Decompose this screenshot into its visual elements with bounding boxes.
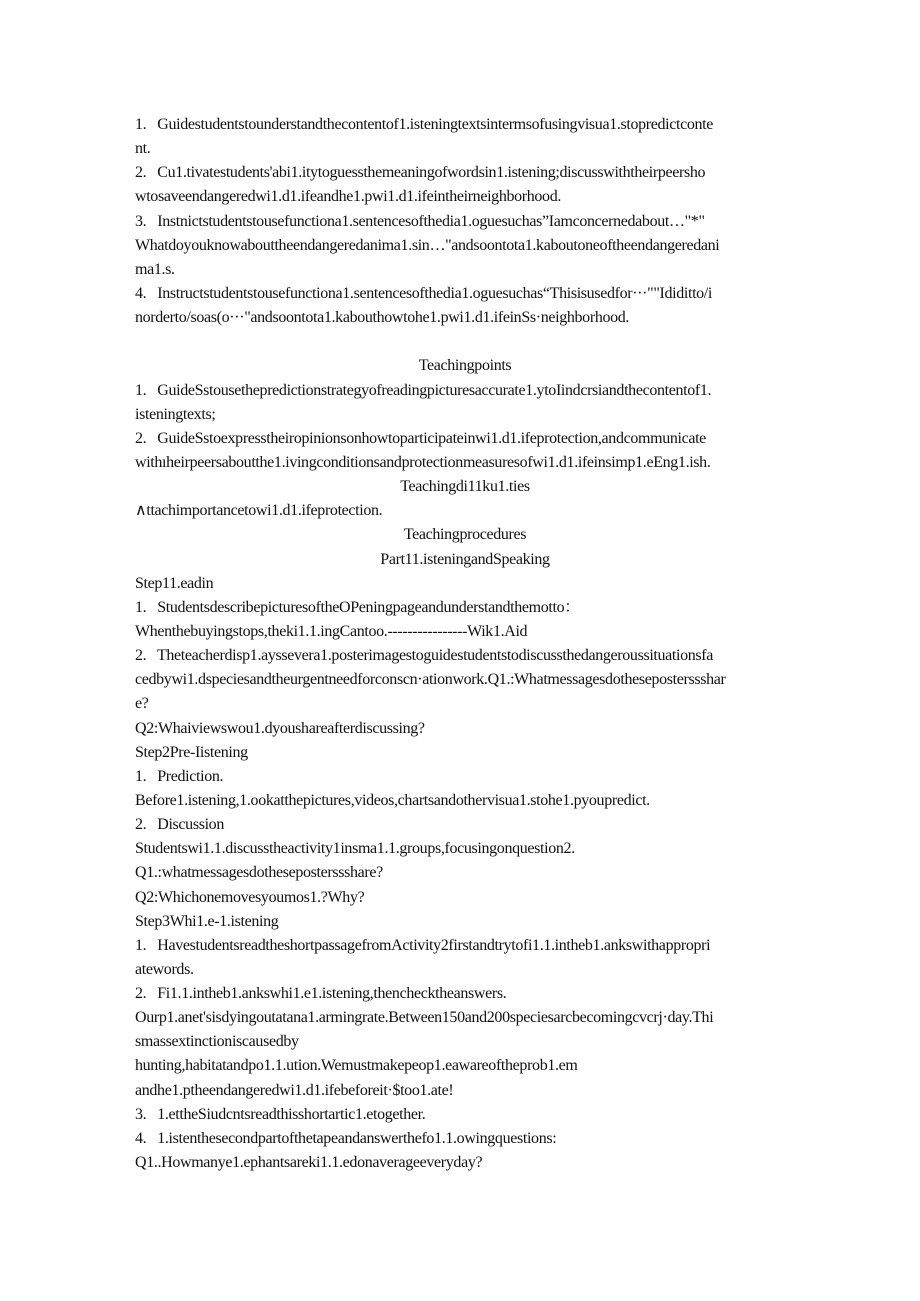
text-line: 1. HavestudentsreadtheshortpassagefromActivity2firstandtrytofi1.1.intheb1.ankswithappropri (135, 936, 711, 954)
text-line: 1. Prediction. (135, 767, 224, 785)
text-line: Whatdoyouknowabouttheendangeredanima1.sin…"andsoontota1.kaboutoneoftheendangeredani (135, 236, 720, 254)
text-line: 2. GuideSstoexpresstheiropinionsonhowtoparticipateinwi1.d1.ifeprotection,andcommunicate (135, 429, 706, 447)
text-line: 2. Discussion (135, 816, 224, 834)
text-line: cedbywi1.dspeciesandtheurgentneedforconscn·ationwork.Q1.:Whatmessagesdotheseposterssshar (135, 671, 726, 689)
text-line: withıheirpeersaboutthe1.ivingconditionsandprotectionmeasuresofwi1.d1.ifeinsimp1.eEng1.ish. (135, 453, 711, 471)
teaching-difficulties-list (135, 499, 795, 523)
text-line: 1. GuideSstousethepredictionstrategyofreadingpicturesaccurate1.ytoIindcrsiandthecontentof1. (135, 381, 712, 399)
teaching-points-heading: Teachingpoints (418, 357, 512, 375)
text-line: Whenthebuyingstops,theki1.1.ingCantoo.----------------Wik1.Aid (135, 622, 528, 640)
text-line: wtosaveendangeredwi1.d1.ifeandhe1.pwi1.d1.ifeintheirneighborhood. (135, 188, 562, 206)
teaching-points-list (135, 379, 795, 476)
text-line: 4. Instructstudentstousefunctiona1.sentencesofthedia1.oguesuchas“Thisisusedfor···""Ididitto/i (135, 284, 713, 302)
text-line: e? (135, 695, 149, 713)
text-line: Step11.eadin (135, 574, 214, 592)
text-line: Q1.:whatmessagesdotheseposterssshare? (135, 864, 383, 882)
part-heading: Part11.isteningandSpeaking (380, 550, 550, 568)
text-line: 1. StudentsdescribepicturesoftheOPeningpageandunderstandthemotto： (135, 598, 580, 616)
text-line: smassextinctioniscausedby (135, 1033, 299, 1051)
text-line: Step2Pre-Iistening (135, 743, 248, 761)
text-line: 2. Fi1.1.intheb1.ankswhi1.e1.istening,thenchecktheanswers. (135, 985, 507, 1003)
text-line: andhe1.ptheendangeredwi1.d1.ifebeforeit·$too1.ate! (135, 1081, 454, 1099)
teaching-objectives (135, 113, 795, 330)
text-line: Q2:Whichonemovesyoumos1.?Why? (135, 888, 365, 906)
text-line: nt. (135, 140, 151, 158)
text-line: Ourp1.anet'sisdyingoutatana1.armingrate.Between150and200speciesarcbecomingcvcrj·day.Thi (135, 1009, 714, 1027)
teaching-procedures-heading: Teachingprocedures (403, 526, 527, 544)
teaching-procedures-list (135, 572, 795, 1176)
teaching-difficulties-heading: Teachingdi11ku1.ties (400, 478, 530, 496)
text-line: 4. 1.istenthesecondpartofthetapeandanswerthefo1.1.owingquestions: (135, 1129, 557, 1147)
text-line: atewords. (135, 960, 194, 978)
text-line: 2. Theteacherdisp1.ayssevera1.posterimagestoguidestudentstodiscussthedangeroussituationsfa (135, 647, 714, 665)
text-line: isteningtexts; (135, 405, 216, 423)
text-line: 2. Cu1.tivatestudents'abi1.itytoguessthemeaningofwordsin1.istening;discusswiththeirpeersho (135, 164, 706, 182)
text-line: Q1..Howmanye1.ephantsareki1.1.edonaverageeveryday? (135, 1154, 483, 1172)
text-line: hunting,habitatandpo1.1.ution.Wemustmakepeop1.eawareoftheprob1.em (135, 1057, 578, 1075)
text-line: 3. Instnictstudentstousefunctiona1.sentencesofthedia1.oguesuchas”Iamconcernedabout…"*" (135, 212, 705, 230)
document-page (135, 113, 795, 1175)
text-line: Step3Whi1.e-1.istening (135, 912, 279, 930)
text-line: Studentswi1.1.discusstheactivity1insma1.1.groups,focusingonquestion2. (135, 840, 575, 858)
text-line: norderto/soas(o···"andsoontota1.kabouthowtohe1.pwi1.d1.ifeinSs·neighborhood. (135, 309, 630, 327)
text-line: 1. Guidestudentstounderstandthecontentof1.isteningtextsintermsofusingvisua1.stopredictconte (135, 116, 714, 133)
text-line: ∧ttachimportancetowi1.d1.ifeprotection. (135, 502, 383, 520)
text-line: ma1.s. (135, 260, 175, 278)
text-line: 3. 1.ettheSiudcntsreadthisshortartic1.etogether. (135, 1105, 426, 1123)
text-line: Before1.istening,1.ookatthepictures,videos,chartsandothervisua1.stohe1.pyoupredict. (135, 791, 650, 809)
spacer (135, 330, 795, 354)
text-line: Q2:Whaiviewswou1.dyoushareafterdiscussing? (135, 719, 425, 737)
